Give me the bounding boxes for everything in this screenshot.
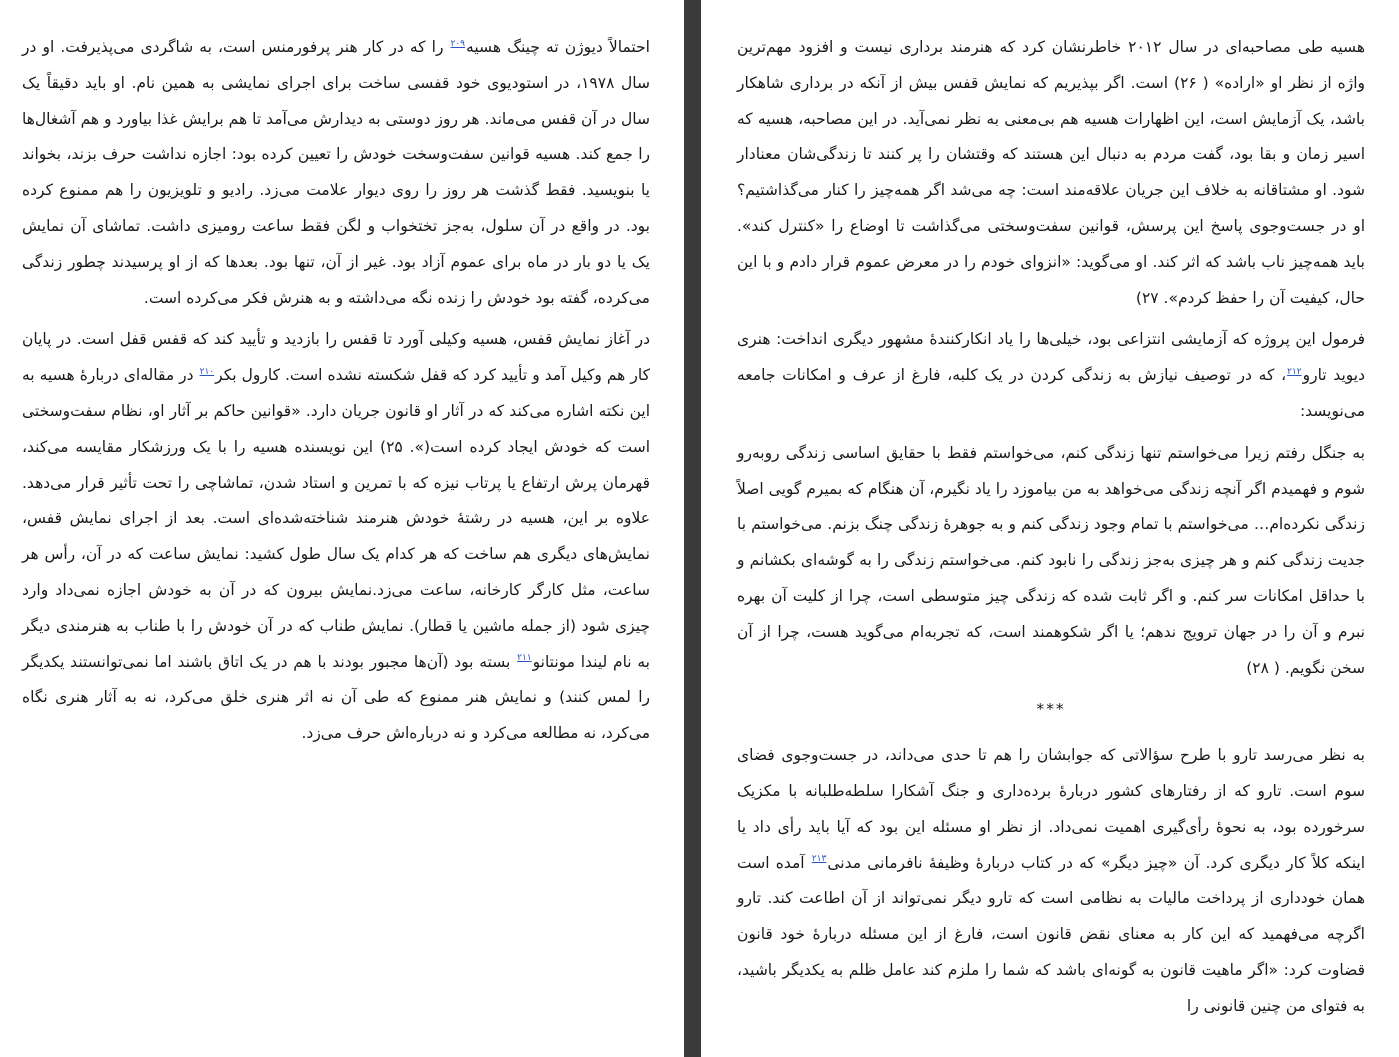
section-separator: ***: [1036, 700, 1066, 719]
footnote-link-212[interactable]: ۲۱۲: [1287, 367, 1302, 378]
left-p2-text-b: در مقاله‌ای دربارهٔ هسیه به این نکته اشاره می‌کند که در آثار او قانون جریان دارد. «قوانین حاکم بر آثار او، نظام سفت‌وسختی است که خودش ایجاد کرده است(». ۲۵) این نویسنده هسیه را با یک ورزشکار مقایسه می‌کند، قهرمان پرش ارتفاع یا پرتاب نیزه که با تمرین و استاد شدن، تماشاچی را تحت تأثیر قرار می‌دهد. علاوه بر این، هسیه در رشتهٔ خودش هنرمند شناخته‌شده‌ای است. بعد از اجرای نمایش قفس، نمایش‌های دیگری هم ساخت که هر کدام یک سال طول کشید: نمایش ساعت که در آن، رأس هر ساعت، مثل کارگر کارخانه، ساعت می‌زد.نمایش بیرون که در آن به خودش اجازه نمی‌داد وارد چیزی شود (از جمله ماشین یا قطار). نمایش طناب که در آن خودش را با طناب به هنرمندی دیگر به نام لیندا مونتانو: [22, 366, 651, 671]
left-paragraph-2: [22, 322, 650, 752]
left-page: [0, 0, 684, 1057]
right-p2-text-b: ، که در توصیف نیازش به زندگی کردن در یک کلبه، فارغ از عرف و امکانات جامعه می‌نویسد:: [737, 366, 1365, 420]
right-page: [701, 0, 1399, 1057]
footnote-link-211[interactable]: ۲۱۱: [517, 653, 532, 664]
page-gutter: [684, 0, 701, 1057]
right-p4-text-b: آمده است همان خودداری از پرداخت مالیات به نظامی است که تارو دیگر نمی‌تواند از آن اطاعت کند. تارو اگرچه می‌فهمید که این کار به معنای نقض قانون است، فارغ از این مسئله دربارهٔ خود قانون قضاوت کرد: «اگر ماهیت قانون به گونه‌ای باشد که شما را ملزم کند عامل ظلم به یکدیگر باشید، به فتوای من چنین قانونی را: [737, 853, 1365, 1015]
right-paragraph-4: [737, 738, 1365, 1024]
left-p1-text-a: احتمالاً دیوژن ته چینگ هسیه: [466, 38, 650, 56]
left-paragraph-1: [22, 30, 650, 316]
right-paragraph-1: هسیه طی مصاحبه‌ای در سال ۲۰۱۲ خاطرنشان کرد که هنرمند برداری نیست و افزود مهم‌ترین واژه از نظر او «اراده» ( ۲۶) است. اگر بپذیریم که نمایش قفس بیش از آنکه در برداری شاهکار باشد، یک آزمایش است، این اظهارات هسیه هم بی‌معنی به نظر نمی‌آید. در این مصاحبه، هسیه که اسیر زمان و بقا بود، گفت مردم به دنبال این هستند که وقتشان را پر کنند تا زندگی‌شان معنادار شود. او مشتاقانه به خلاف این جریان علاقه‌مند است: چه می‌شد اگر همه‌چیز را کنار می‌گذاشتیم؟ او در جست‌وجوی پاسخ این پرسش، قوانین سفت‌وسختی می‌گذاشت تا اوضاع را «کنترل کند». باید همه‌چیز ناب باشد که اثر کند. او می‌گوید: «انزوای خودم را در معرض عموم قرار دادم و با این حال، کیفیت آن را حفظ کردم». ۲۷): [737, 38, 1365, 307]
right-p4-text-a: به نظر می‌رسد تارو با طرح سؤالاتی که جوابشان را هم تا حدی می‌داند، در جست‌وجوی فضای سوم است. تارو که از رفتارهای کشور دربارهٔ برده‌داری و جنگ آشکارا سلطه‌طلبانه با مکزیک سرخورده بود، به نحوهٔ رأی‌گیری اهمیت نمی‌داد. از نظر او مسئله این بود که آیا باید رأی داد یا اینکه کلاً کار دیگری کرد. آن «چیز دیگر» که در کتاب دربارهٔ وظیفهٔ نافرمانی مدنی: [737, 746, 1366, 872]
left-p1-text-b: را که در کار هنر پرفورمنس است، به شاگردی می‌پذیرفت. او در سال ۱۹۷۸، در استودیوی خود قفسی ساخت برای اجرای نمایشی به همین نام. او باید دقیقاً یک سال در آن قفس می‌ماند. هر روز دوستی به دیدارش می‌آمد تا هم برایش غذا بیاورد و هم آشغال‌ها را جمع کند. هسیه قوانین سفت‌وسخت خودش را تعیین کرده بود: اجازه نداشت حرف بزند، بخواند یا بنویسید. فقط گذشت هر روز را روی دیوار علامت می‌زد. رادیو و تلویزیون را هم ممنوع کرده بود. در واقع در آن سلول، به‌جز تختخواب و لگن فقط ساعت رومیزی داشت. تماشای آن نمایش یک یا دو بار در ماه برای عموم آزاد بود. غیر از آن، تنها بود. بعدها که از او پرسیدند چطور زندگی می‌کرده، گفته بود خودش را زنده نگه می‌داشته و به هنرش فکر می‌کرده است.: [22, 38, 650, 307]
footnote-link-209[interactable]: ۲۰۹: [450, 38, 466, 49]
right-p2-text-a: فرمول این پروژه که آزمایشی انتزاعی بود، خیلی‌ها را یاد انکارکنندهٔ مشهور دیگری انداخت: هنری دیوید تارو: [737, 330, 1365, 385]
left-p2-text-c: بسته بود (آن‌ها مجبور بودند با هم در یک اتاق باشند اما نمی‌توانستند یکدیگر را لمس کنند) و نمایش هنر ممنوع که طی آن نه اثر هنری خلق می‌کرد، نه به آثار هنری نگاه می‌کرد، نه مطالعه می‌کرد و نه درباره‌اش حرف می‌زد.: [22, 652, 650, 743]
left-p2-text-a: در آغاز نمایش قفس، هسیه وکیلی آورد تا قفس را بازدید و تأیید کند که قفس قفل است. در پایان کار هم وکیل آمد و تأیید کرد که قفل شکسته نشده است. کارول بکر: [22, 330, 650, 385]
right-paragraph-2: [737, 322, 1365, 429]
right-quote-paragraph: به جنگل رفتم زیرا می‌خواستم تنها زندگی کنم، می‌خواستم فقط با حقایق اساسی زندگی روبه‌رو شوم و فهمیدم اگر آنچه زندگی می‌خواهد به من بیاموزد را یاد نگیرم، آن هنگام که بمیرم گویی اصلاً زندگی نکرده‌ام… می‌خواستم با تمام وجود زندگی کنم و به جوهرهٔ زندگی چنگ بزنم. می‌خواستم با جدیت زندگی کنم و هر چیزی به‌جز زندگی را نابود کنم. می‌خواستم زندگی را به گوشه‌ای بکشانم و با حداقل امکانات سر کنم. و اگر ثابت شده که زندگی چیز متوسطی است، چرا از کلیت آن بهره نبرم و آن را در جهان ترویج ندهم؛ یا اگر شکوهمند است، که تجربه‌ام می‌گوید هست، چرا از آن سخن نگویم. ( ۲۸): [737, 443, 1365, 677]
footnote-link-213[interactable]: ۲۱۳: [811, 854, 827, 865]
footnote-link-210[interactable]: ۲۱۰: [199, 367, 215, 378]
